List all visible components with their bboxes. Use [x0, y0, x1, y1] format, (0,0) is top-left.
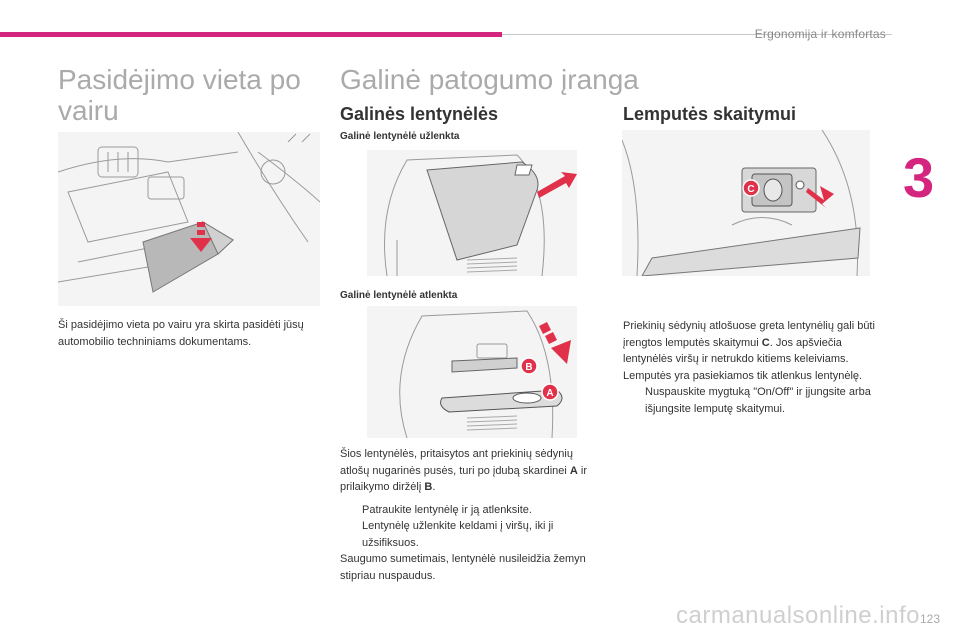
storage-description: Ši pasidėjimo vieta po vairu yra skirta pasidėti jūsų automobilio techniniams dokumentams.: [58, 319, 304, 348]
shelves-text: [340, 446, 602, 584]
list-item: Patraukite lentynėlę ir ją atlenksite.: [362, 503, 532, 516]
list-item: Nuspauskite mygtuką "On/Off" ir įjungsite arba išjungsite lemputę skaitymui.: [645, 386, 871, 415]
section-title: Ergonomija ir komfortas: [754, 27, 886, 41]
page-title-left: Pasidėjimo vieta po vairu: [58, 64, 301, 126]
reading-lamp-illustration: [622, 130, 870, 276]
lamps-heading: Lemputės skaitymui: [623, 104, 797, 124]
callout-b: B: [525, 362, 533, 373]
lamps-intro: Priekinių sėdynių atlošuose greta lentynėlių gali būti įrengtos lemputės skaitymui C. Jos apšviečia lentynėlės viršų ir netrukdo kitiems keleiviams.: [623, 320, 875, 365]
shelves-heading: Galinės lentynėlės: [340, 104, 499, 124]
callout-a: A: [546, 388, 554, 399]
lamps-access: Lemputės yra pasiekiamos tik atlenkus lentynėlę.: [623, 369, 863, 382]
list-item: Lentynėlę užlenkite keldami į viršų, iki ji užsifiksuos.: [362, 520, 554, 549]
caption-folded: Galinė lentynėlė užlenkta: [340, 131, 460, 142]
shelves-note: Saugumo sumetimais, lentynėlė nusileidžia žemyn stipriau nuspaudus.: [340, 553, 586, 582]
callout-c: C: [747, 184, 755, 195]
page-title-right: Galinė patogumo įranga: [340, 64, 639, 95]
page-number: 123: [919, 612, 940, 626]
chapter-number: 3: [903, 146, 935, 209]
shelf-folded-illustration: [367, 150, 577, 276]
shelf-unfolded-illustration: [367, 306, 577, 438]
steering-storage-illustration: [58, 132, 320, 306]
caption-unfolded: Galinė lentynėlė atlenkta: [340, 290, 458, 301]
header-accent-bar: [0, 32, 502, 37]
watermark: carmanualsonline.info: [676, 602, 920, 629]
lamps-text: [623, 318, 883, 417]
shelves-intro: Šios lentynėlės, pritaisytos ant priekinių sėdynių atlošų nugarinės pusės, turi po įdubą skardinei A ir prilaikymo diržėlį B.: [340, 448, 588, 493]
